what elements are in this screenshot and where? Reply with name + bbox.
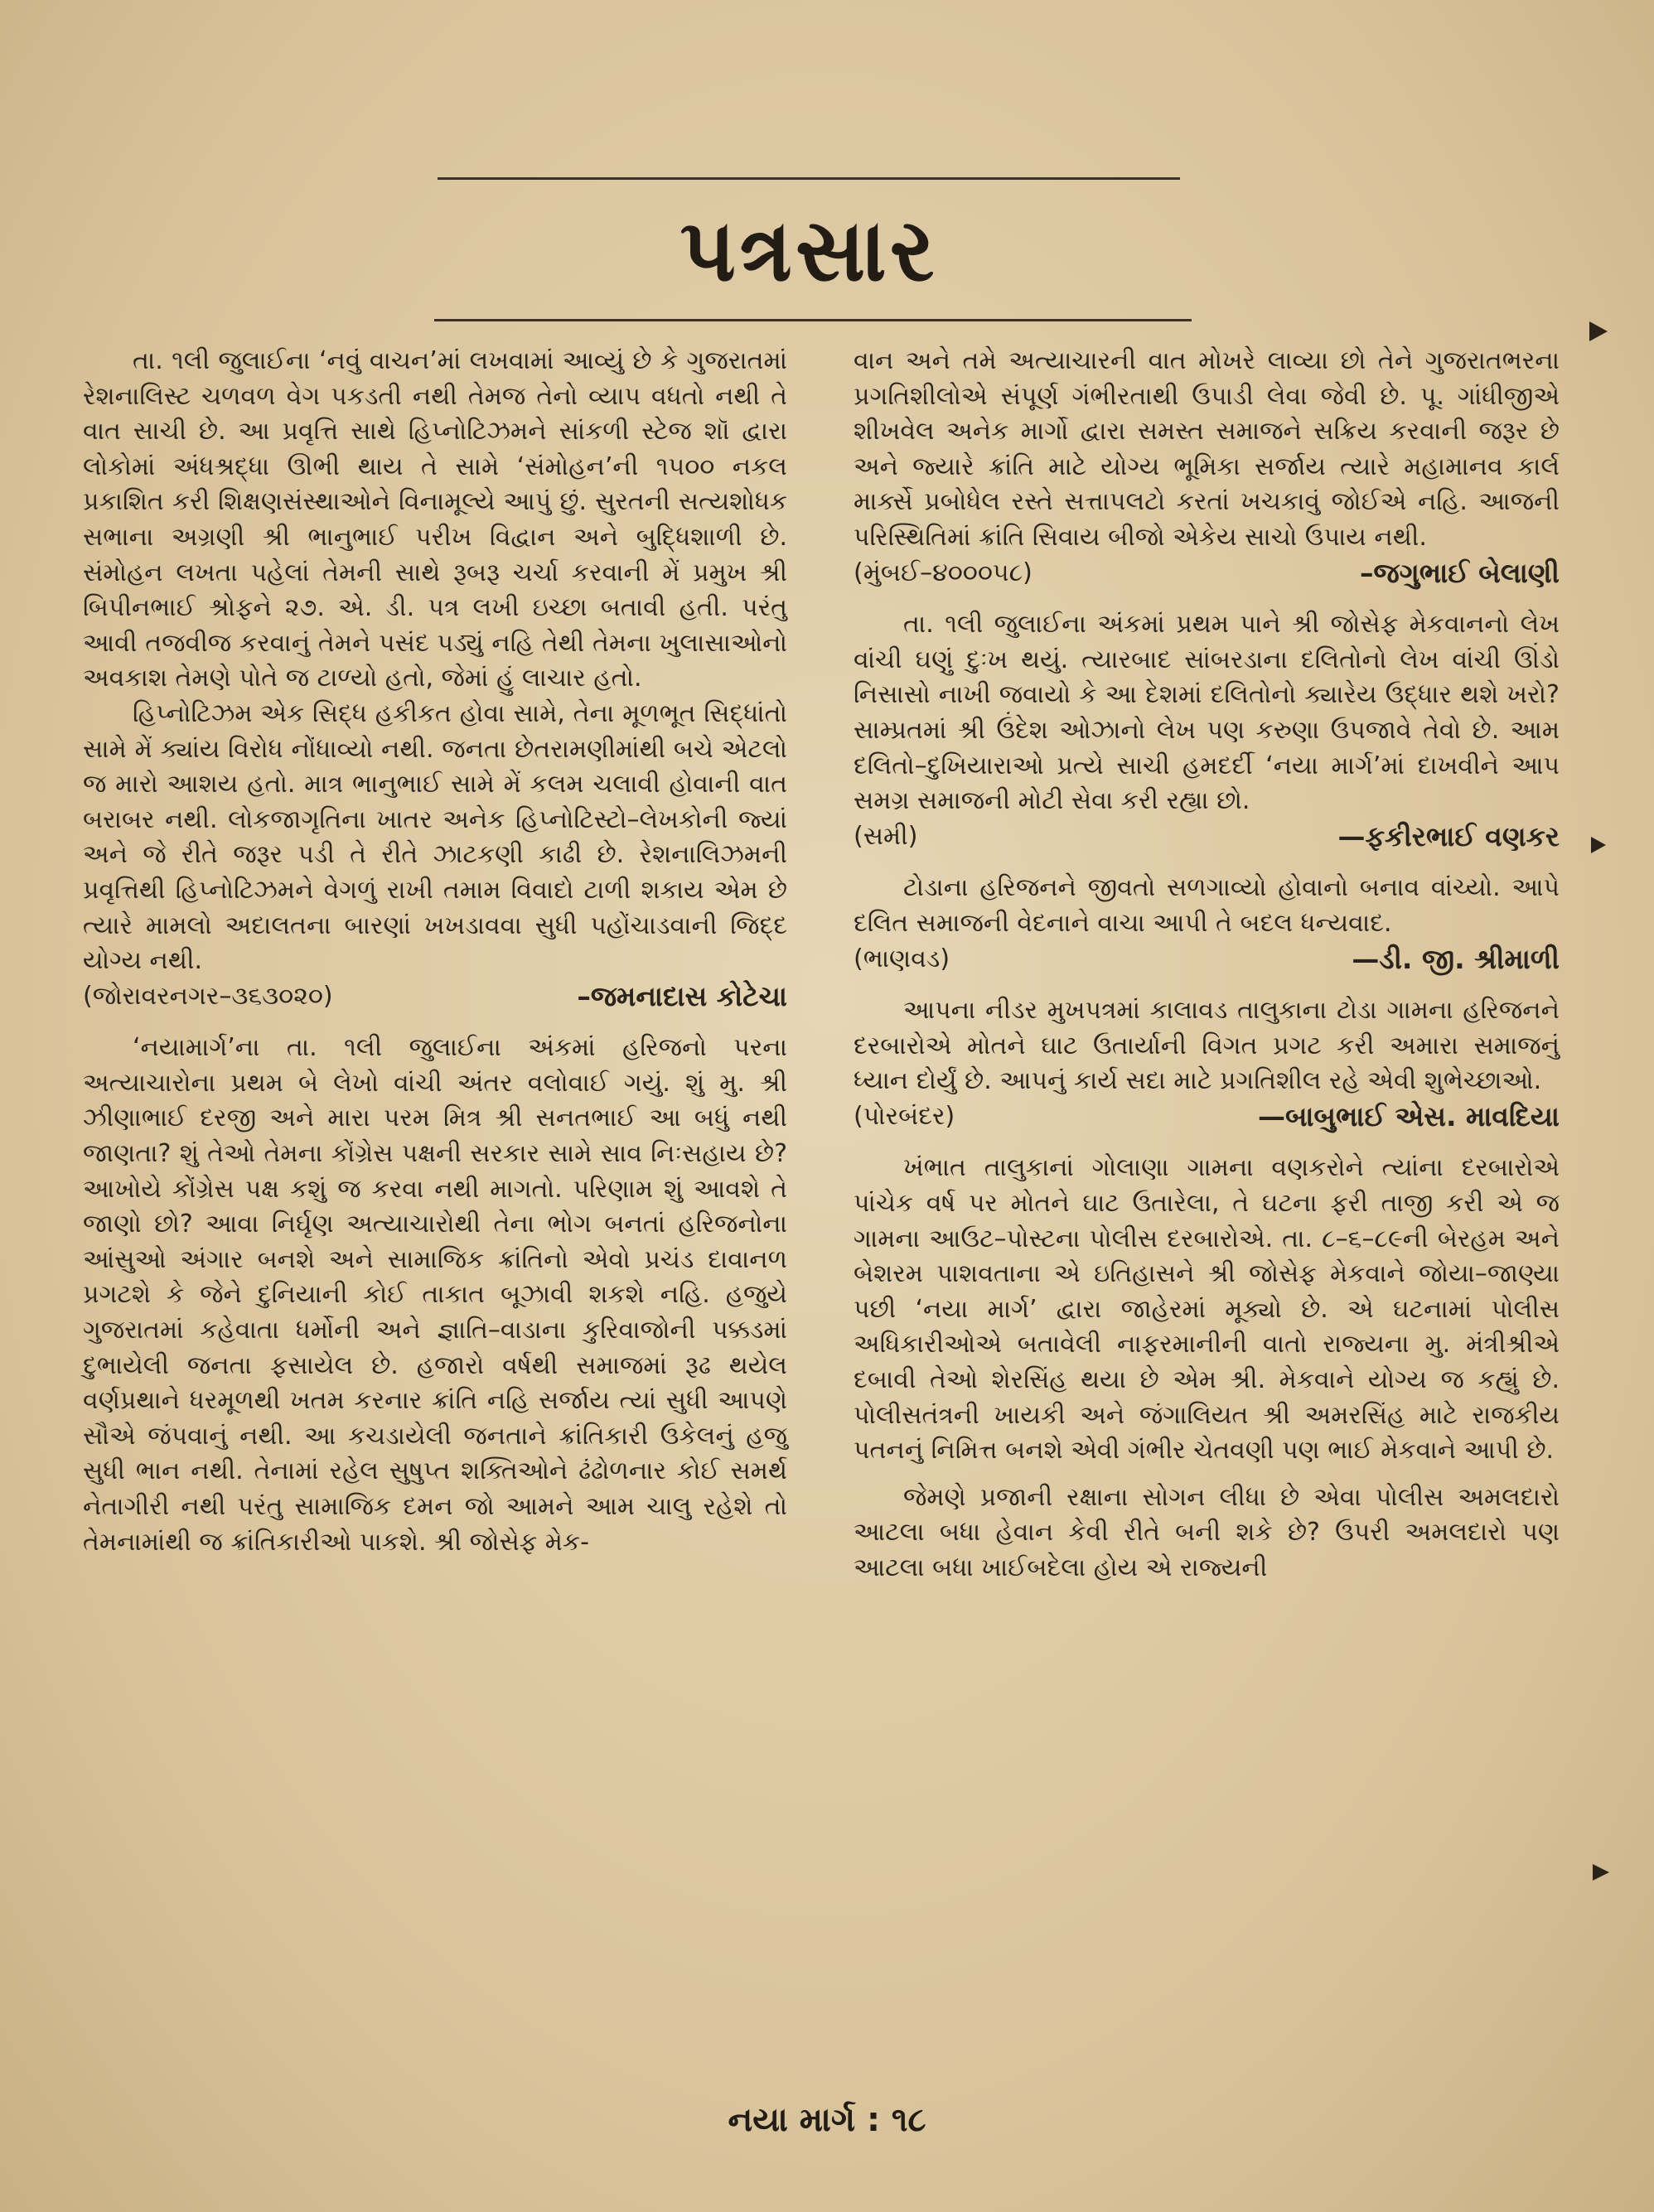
right-column	[854, 344, 1560, 1587]
letter-paragraph: ટોડાના હરિજનને જીવતો સળગાવ્યો હોવાનો બનાવ વાંચ્યો. આપે દલિત સમાજની વેદનાને વાચા આપી તે બદલ ધન્યવાદ.	[854, 873, 1560, 938]
signature-name: –જગુભાઈ બેલાણી	[1359, 556, 1560, 589]
letter-signature	[83, 979, 787, 1015]
page-tear-mark	[1591, 837, 1606, 853]
letter-paragraph: હિપ્નોટિઝમ એક સિદ્ધ હકીકત હોવા સામે, તેના મૂળભૂત સિદ્ધાંતો સામે મેં ક્યાંય વિરોધ નોંધાવ્યો નથી. જનતા છેતરામણીમાંથી બચે એટલો જ મારો આશય હતો. માત્ર ભાનુભાઈ સામે મેં કલમ ચલાવી હોવાની વાત બરાબર નથી. લોકજાગૃતિના ખાતર અનેક હિપ્નોટિસ્ટો–લેખકોની જ્યાં અને જે રીતે જરૂર પડી તે રીતે ઝાટકણી કાઢી છે. રેશનાલિઝમની પ્રવૃત્તિથી હિપ્નોટિઝમને વેગળું રાખી તમામ વિવાદો ટાળી શકાય એમ છે ત્યારે મામલો અદાલતના બારણાં ખખડાવવા સુધી પહોંચાડવાની જિદ્દ યોગ્ય નથી.	[83, 698, 787, 976]
letter-signature	[854, 819, 1560, 855]
letter-paragraph: ‘નયામાર્ગ’ના તા. ૧લી જુલાઈના અંકમાં હરિજનો પરના અત્યાચારોના પ્રથમ બે લેખો વાંચી અંતર વલોવાઈ ગયું. શું મુ. શ્રી ઝીણાભાઈ દરજી અને મારા પરમ મિત્ર શ્રી સનતભાઈ આ બધું નથી જાણતા? શું તેઓ તેમના કોંગ્રેસ પક્ષની સરકાર સામે સાવ નિઃસહાય છે? આખોયે કોંગ્રેસ પક્ષ કશું જ કરવા નથી માગતો. પરિણામ શું આવશે તે જાણો છો? આવા નિર્ઘૃણ અત્યાચારોથી તેના ભોગ બનતાં હરિજનોના આંસુઓ અંગાર બનશે અને સામાજિક ક્રાંતિનો એવો પ્રચંડ દાવાનળ પ્રગટશે કે જેને દુનિયાની કોઈ તાકાત બૂઝાવી શકશે નહિ. હજુયે ગુજરાતમાં કહેવાતા ધર્મોની અને જ્ઞાતિ–વાડાના કુરિવાજોની પક્કડમાં દુભાયેલી જનતા ફસાયેલ છે. હજારો વર્ષથી સમાજમાં રૂઢ થયેલ વર્ણપ્રથાને ધરમૂળથી ખતમ કરનાર ક્રાંતિ નહિ સર્જાય ત્યાં સુધી આપણે સૌએ જંપવાનું નથી. આ કચડાયેલી જનતાને ક્રાંતિકારી ઉકેલનું હજુ સુધી ભાન નથી. તેનામાં રહેલ સુષુપ્ત શક્તિઓને ઢંઢોળનાર કોઈ સમર્થ નેતાગીરી નથી પરંતુ સામાજિક દમન જો આમને આમ ચાલુ રહેશે તો તેમનામાંથી જ ક્રાંતિકારીઓ પાકશે. શ્રી જોસેફ મેક-	[83, 1033, 787, 1557]
letter-signature	[854, 1099, 1560, 1135]
letter-signature	[854, 942, 1560, 978]
letter-paragraph: તા. ૧લી જુલાઈના ‘નવું વાચન’માં લખવામાં આવ્યું છે કે ગુજરાતમાં રેશનાલિસ્ટ ચળવળ વેગ પકડતી નથી તેમજ તેનો વ્યાપ વધતો નથી તે વાત સાચી છે. આ પ્રવૃત્તિ સાથે હિપ્નોટિઝમને સાંકળી સ્ટેજ શૉ દ્વારા લોકોમાં અંધશ્રદ્ધા ઊભી થાય તે સામે ‘સંમોહન’ની ૧૫૦૦ નકલ પ્રકાશિત કરી શિક્ષણસંસ્થાઓને વિનામૂલ્યે આપું છું. સુરતની સત્યશોધક સભાના અગ્રણી શ્રી ભાનુભાઈ પરીખ વિદ્વાન અને બુદ્ધિશાળી છે. સંમોહન લખતા પહેલાં તેમની સાથે રૂબરૂ ચર્ચા કરવાની મેં પ્રમુખ શ્રી બિપીનભાઈ શ્રોફને ૨૭. એ. ડી. પત્ર લખી ઇચ્છા બતાવી હતી. પરંતુ આવી તજવીજ કરવાનું તેમને પસંદ પડ્યું નહિ તેથી તેમના ખુલાસાઓનો અવકાશ તેમણે પોતે જ ટાળ્યો હતો, જેમાં હું લાચાર હતો.	[83, 346, 787, 693]
signature-place: (મુંબઈ–૪૦૦૦૫૮)	[854, 558, 1033, 587]
signature-name: –જમનાદાસ કોટેચા	[577, 979, 787, 1012]
signature-place: (જોરાવરનગર–૩૬૩૦૨૦)	[83, 981, 333, 1011]
page-title: પત્રસાર	[679, 200, 938, 301]
title-rule-bottom	[434, 319, 1192, 321]
page-footer: નયા માર્ગ : ૧૮	[728, 2101, 926, 2139]
signature-place: (ભાણવડ)	[854, 944, 950, 973]
letter-paragraph: વાન અને તમે અત્યાચારની વાત મોખરે લાવ્યા છો તેને ગુજરાતભરના પ્રગતિશીલોએ સંપૂર્ણ ગંભીરતાથી ઉપાડી લેવા જેવી છે. પૂ. ગાંધીજીએ શીખવેલ અનેક માર્ગો દ્વારા સમસ્ત સમાજને સક્રિય કરવાની જરૂર છે અને જ્યારે ક્રાંતિ માટે યોગ્ય ભૂમિકા સર્જાય ત્યારે મહામાનવ કાર્લ માર્ક્સે પ્રબોધેલ રસ્તે સત્તાપલટો કરતાં ખચકાવું જોઈએ નહિ. આજની પરિસ્થિતિમાં ક્રાંતિ સિવાય બીજો એકેય સાચો ઉપાય નથી.	[854, 346, 1560, 552]
letter-paragraph: ખંભાત તાલુકાનાં ગોલાણા ગામના વણકરોને ત્યાંના દરબારોએ પાંચેક વર્ષ પર મોતને ઘાટ ઉતારેલા, તે ઘટના ફરી તાજી કરી એ જ ગામના આઉટ–પોસ્ટના પોલીસ દરબારોએ. તા. ૮–૬–૮૯ની બેરહમ અને બેશરમ પાશવતાના એ ઇતિહાસને શ્રી જોસેફ મેકવાને જોયા–જાણ્યા પછી ‘નયા માર્ગ’ દ્વારા જાહેરમાં મૂક્યો છે. એ ઘટનામાં પોલીસ અધિકારીઓએ બતાવેલી નાફરમાનીની વાતો રાજ્યના મુ. મંત્રીશ્રીએ દબાવી તેઓ શેરસિંહ થયા છે એમ શ્રી. મેકવાને યોગ્ય જ કહ્યું છે. પોલીસતંત્રની ખાયકી અને જંગાલિયત શ્રી અમરસિંહ માટે રાજકીય પતનનું નિમિત્ત બનશે એવી ગંભીર ચેતવણી પણ ભાઈ મેકવાને આપી છે.	[854, 1153, 1560, 1466]
signature-place: (સમી)	[854, 821, 918, 851]
signature-place: (પોરબંદર)	[854, 1101, 955, 1131]
letter-signature	[854, 556, 1560, 592]
letter-paragraph: તા. ૧લી જુલાઈના અંકમાં પ્રથમ પાને શ્રી જોસેફ મેકવાનનો લેખ વાંચી ઘણું દુઃખ થયું. ત્યારબાદ સાંબરડાના દલિતોનો લેખ વાંચી ઊંડો નિસાસો નાખી જવાયો કે આ દેશમાં દલિતોનો ક્યારેય ઉદ્ધાર થશે ખરો? સામ્પ્રતમાં શ્રી ઉંદેશ ઓઝાનો લેખ પણ કરુણા ઉપજાવે તેવો છે. આમ દલિતો–દુખિયારાઓ પ્રત્યે સાચી હમદર્દી ‘નયા માર્ગ’માં દાખવીને આપ સમગ્ર સમાજની મોટી સેવા કરી રહ્યા છો.	[854, 610, 1560, 816]
signature-name: —બાબુભાઈ એસ. માવદિયા	[1257, 1099, 1560, 1133]
left-column	[83, 344, 787, 1560]
title-rule-top	[438, 177, 1180, 180]
letter-paragraph: જેમણે પ્રજાની રક્ષાના સોગન લીધા છે એવા પોલીસ અમલદારો આટલા બધા હેવાન કેવી રીતે બની શકે છે? ઉપરી અમલદારો પણ આટલા બધા ખાઈબદેલા હોય એ રાજ્યની	[854, 1482, 1560, 1582]
signature-name: —ડી. જી. શ્રીમાળી	[1352, 942, 1560, 975]
letter-paragraph: આપના નીડર મુખપત્રમાં કાલાવડ તાલુકાના ટોડા ગામના હરિજનને દરબારોએ મોતને ઘાટ ઉતાર્યાની વિગત પ્રગટ કરી અમારા સમાજનું ધ્યાન દોર્યું છે. આપનું કાર્ય સદા માટે પ્રગતિશીલ રહે એવી શુભેચ્છાઓ.	[854, 996, 1560, 1096]
page-tear-mark	[1589, 321, 1608, 341]
signature-name: —ફકીરભાઈ વણકર	[1337, 819, 1560, 852]
page-tear-mark	[1593, 1864, 1609, 1881]
